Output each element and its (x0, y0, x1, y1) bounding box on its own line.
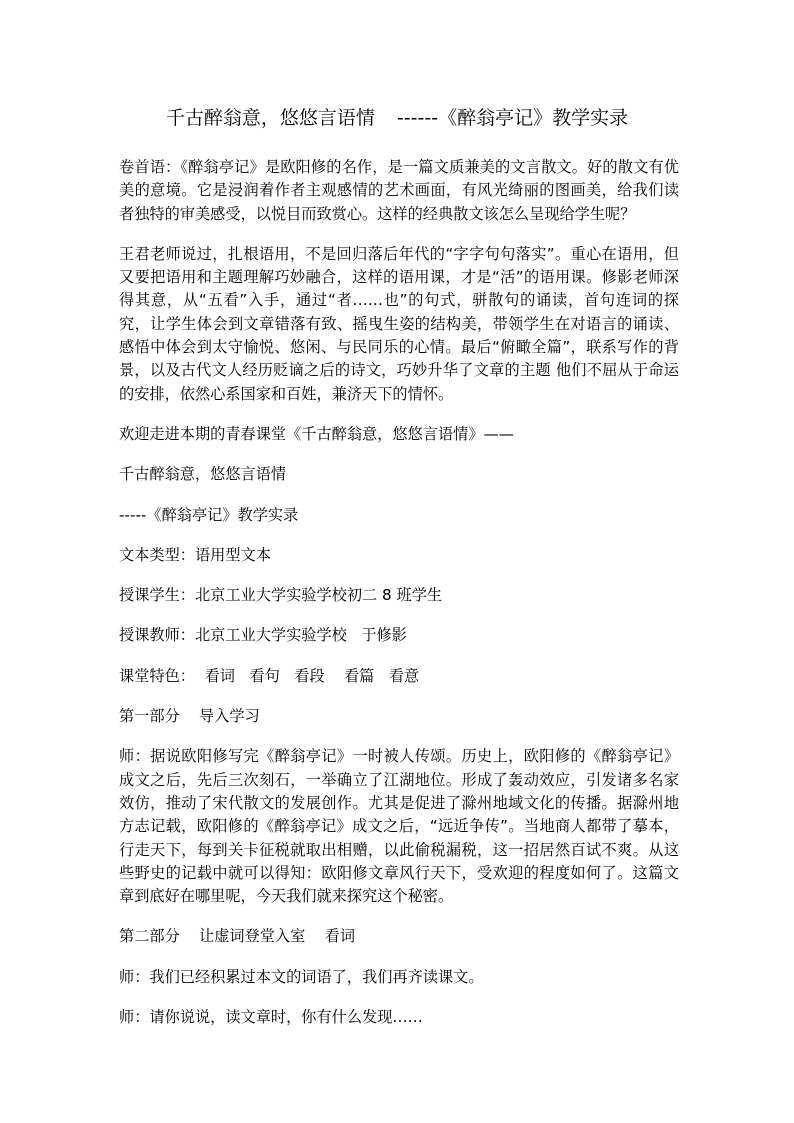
paragraph-commentary: 王君老师说过，扎根语用，不是回归落后年代的“字字句句落实”。重心在语用，但又要把语用和主题理解巧妙融合，这样的语用课，才是“活”的语用课。修影老师深得其意，从“五看”入手，通过“者……也”的句式，骈散句的诵读，首句连词的探究，让学生体会到文章错落有致、摇曳生姿的结构美，带领学生在对语言的诵读、感悟中体会到太守愉悦、悠闲、与民同乐的心情。最后“俯瞰全篇”，联系写作的背景，以及古代文人经历贬谪之后的诗文，巧妙升华了文章的主题 他们不屈从于命运的安排，依然心系国家和百姓，兼济天下的情怀。 (119, 244, 679, 403)
paragraph-text-type: 文本类型：语用型文本 (119, 545, 271, 564)
paragraph-lesson-title: 千古醉翁意，悠悠言语情 (119, 465, 287, 484)
document-body (119, 156, 679, 1046)
title-subtitle: ------《醉翁亭记》教学实录 (396, 107, 629, 129)
paragraph-teacher-reading: 师：我们已经积累过本文的词语了，我们再齐读课文。 (119, 967, 484, 986)
paragraph-lesson-subtitle: -----《醉翁亭记》教学实录 (119, 505, 299, 524)
paragraph-introduction: 师：据说欧阳修写完《醉翁亭记》一时被人传颂。历史上，欧阳修的《醉翁亭记》成文之后，先后三次刻石，一举确立了江湖地位。形成了轰动效应，引发诸多名家效仿，推动了宋代散文的发展创作。尤其是促进了滁州地域文化的传播。据滁州地方志记载，欧阳修的《醉翁亭记》成文之后，“远近争传”。当地商人都带了摹本，行走天下，每到关卡征税就取出相赠，以此偷税漏税，这一招居然百试不爽。从这些野史的记载中就可以得知：欧阳修文章风行天下，受欢迎的程度如何了。这篇文章到底好在哪里呢，今天我们就来探究这个秘密。 (119, 747, 679, 906)
section-heading-part-two: 第二部分 让虚词登堂入室 看词 (119, 927, 356, 946)
paragraph-preface: 卷首语：《醉翁亭记》是欧阳修的名作，是一篇文质兼美的文言散文。好的散文有优美的意境。它是浸润着作者主观感情的艺术画面，有风光绮丽的图画美，给我们读者独特的审美感受，以悦目而致赏心。这样的经典散文该怎么呈现给学生呢？ (119, 158, 679, 223)
paragraph-teacher-question: 师：请你说说，读文章时，你有什么发现…… (119, 1008, 423, 1027)
document-title (0, 105, 794, 131)
paragraph-students: 授课学生：北京工业大学实验学校初二 8 班学生 (119, 586, 443, 605)
section-heading-part-one: 第一部分 导入学习 (119, 707, 260, 726)
paragraph-features: 课堂特色： 看词 看句 看段 看篇 看意 (119, 666, 420, 685)
title-main: 千古醉翁意，悠悠言语情 (165, 107, 375, 129)
paragraph-welcome: 欢迎走进本期的青春课堂《千古醉翁意，悠悠言语情》—— (119, 424, 514, 443)
paragraph-teacher: 授课教师：北京工业大学实验学校 于修影 (119, 626, 407, 645)
